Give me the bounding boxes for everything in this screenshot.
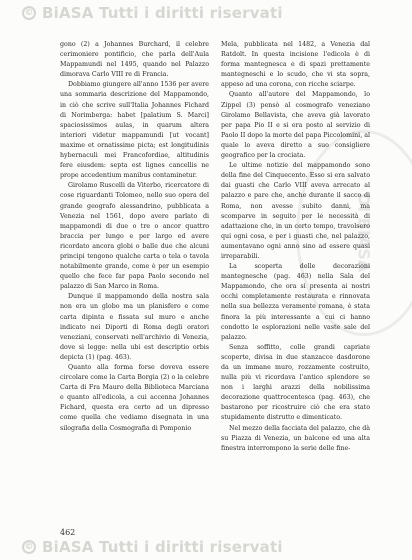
right-column <box>221 40 370 528</box>
paragraph: Girolamo Ruscelli da Viterbo, ricercatore di cose riguardanti Tolomeo, nello suo opera del grande geografo alessandrino, pubblicata a Venezia nel 1561, dopo avere parlato di mappamondi di due o tre o ancor quattro braccia per lungo e per largo ed avere ricordato ancora globi o balle due che alcuni principi tengono qualche carta o tela o tavola notabilmente grande, come è per un esempio quello che fece far papa Paolo secondo nel palazzo di San Marco in Roma. <box>60 182 209 291</box>
watermark-banner-bottom <box>0 534 412 560</box>
paragraph: La scoperta delle decorazioni mantegnesche (pag. 463) nella Sala del Mappamondo, che ora si presenta ai nostri occhi completamente restaurata e rinnovata nella sua bellezza veramente romana, è stata finora la più interessante a cui ci hanno condotto le esplorazioni nelle vaste sale del palazzo. <box>221 263 370 341</box>
stamp-text: DI BIASA <box>354 193 374 273</box>
watermark-banner-top <box>0 0 412 26</box>
watermark-text: BiASA Tutti i diritti riservati <box>42 4 283 22</box>
paragraph: Senza soffitto, colle grandi capriate scoperte, divisa in due stanzacce dasdorone da un immane muro, rozzamente costruito, nulla più vi ricordava l'antico splendore se non i larghi arazzi della nobilissima decorazione quattrocentesca (pag. 463), che bastarono per ricostruire ciò che era stato stupidamente distrutto e dimenticato. <box>221 343 370 422</box>
paragraph: Quanto alla forma forse doveva essere circolare come la Carta Borgia (2) o la celebre Carta di Fra Mauro della Biblioteca Marciana e quanto all'edicola, a cui accenna Johannes Fichard, questa era certo ad un dipresso come quella che vediamo disegnata in una silografia della Cosmografia di Pomponio <box>60 364 209 432</box>
copyright-icon: © <box>22 540 36 554</box>
paragraph: Dobbiamo giungere all'anno 1536 per avere una sommaria descrizione del Mappamondo, in ciò che scrive sull'Italia Johannes Fichard di Norimberga: habet [palatium S. Marci] spaciosissimos aulas, in quarum altera interiori videtur mappamundi [ut vocant] maxime et ornatissime picta; est longitudinis hybernaculi mei Francofordiae, altitudinis fere eiusdem: septa est lignes cancellis ne prope accedentium manibus contaminetur. <box>60 81 209 180</box>
paragraph: Nel mezzo della facciata del palazzo, che dà su Piazza di Venezia, un balcone ed una alta finestra interrompono la serie delle fine- <box>221 424 370 452</box>
page-number: 462 <box>60 528 76 537</box>
copyright-icon: © <box>22 6 36 20</box>
paragraph: Mela, pubblicata nel 1482, a Venezia dal Ratdolt. In questa incisione l'edicola è di forma mantegnesca e di spazi prettamente mantegneschi e lo scudo, che vi sta sopra, appeso ad una corona, con ricche sciarpe. <box>221 41 370 89</box>
left-column <box>60 40 209 528</box>
paragraph: Quanto all'autore del Mappamondo, lo Zippel (3) pensò al cosmografo veneziano Girolamo Bellavista, che aveva già lavorato per papa Pio II e si era posto al servizio di Paolo II dopo la morte del papa Piccolomini, al quale lo aveva diretto a suo consigliere geografico per la crociata. <box>221 91 370 160</box>
paragraph: Le ultime notizie del mappamondo sono della fine del Cinquecento. Esso si era salvato dai guasti che Carlo VIII aveva arrecato al palazzo e pare che, anche durante il sacco di Roma, non avesse subito danni, ma scomparve in seguito per le necessità di adattazione che, in un certo tempo, travolsero qui ogni cosa, e per i guasti che, nel palazzo, aumentavano ogni anno sino ad essere quasi irreparabili. <box>221 162 370 260</box>
paragraph: Dunque il mappamondo della nostra sala non era un globo ma un planisfero e come carta dipinta e fissata sul muro e anche indicato nei Diporti di Roma degli oratori veneziani, conservati nell'archivio di Venezia, dove si legge: nella ubi est descriptio orbis depicta (1) (pag. 463). <box>60 293 209 361</box>
watermark-text: BiASA Tutti i diritti riservati <box>42 538 283 556</box>
paragraph: gono (2) a Johannes Burchard, il celebre cerimoniere pontificio, che parla dell'Aula Mappamundi nel 1495, quando nel Palazzo dimorava Carlo VIII re di Francia. <box>60 41 209 79</box>
text-columns <box>60 40 370 528</box>
